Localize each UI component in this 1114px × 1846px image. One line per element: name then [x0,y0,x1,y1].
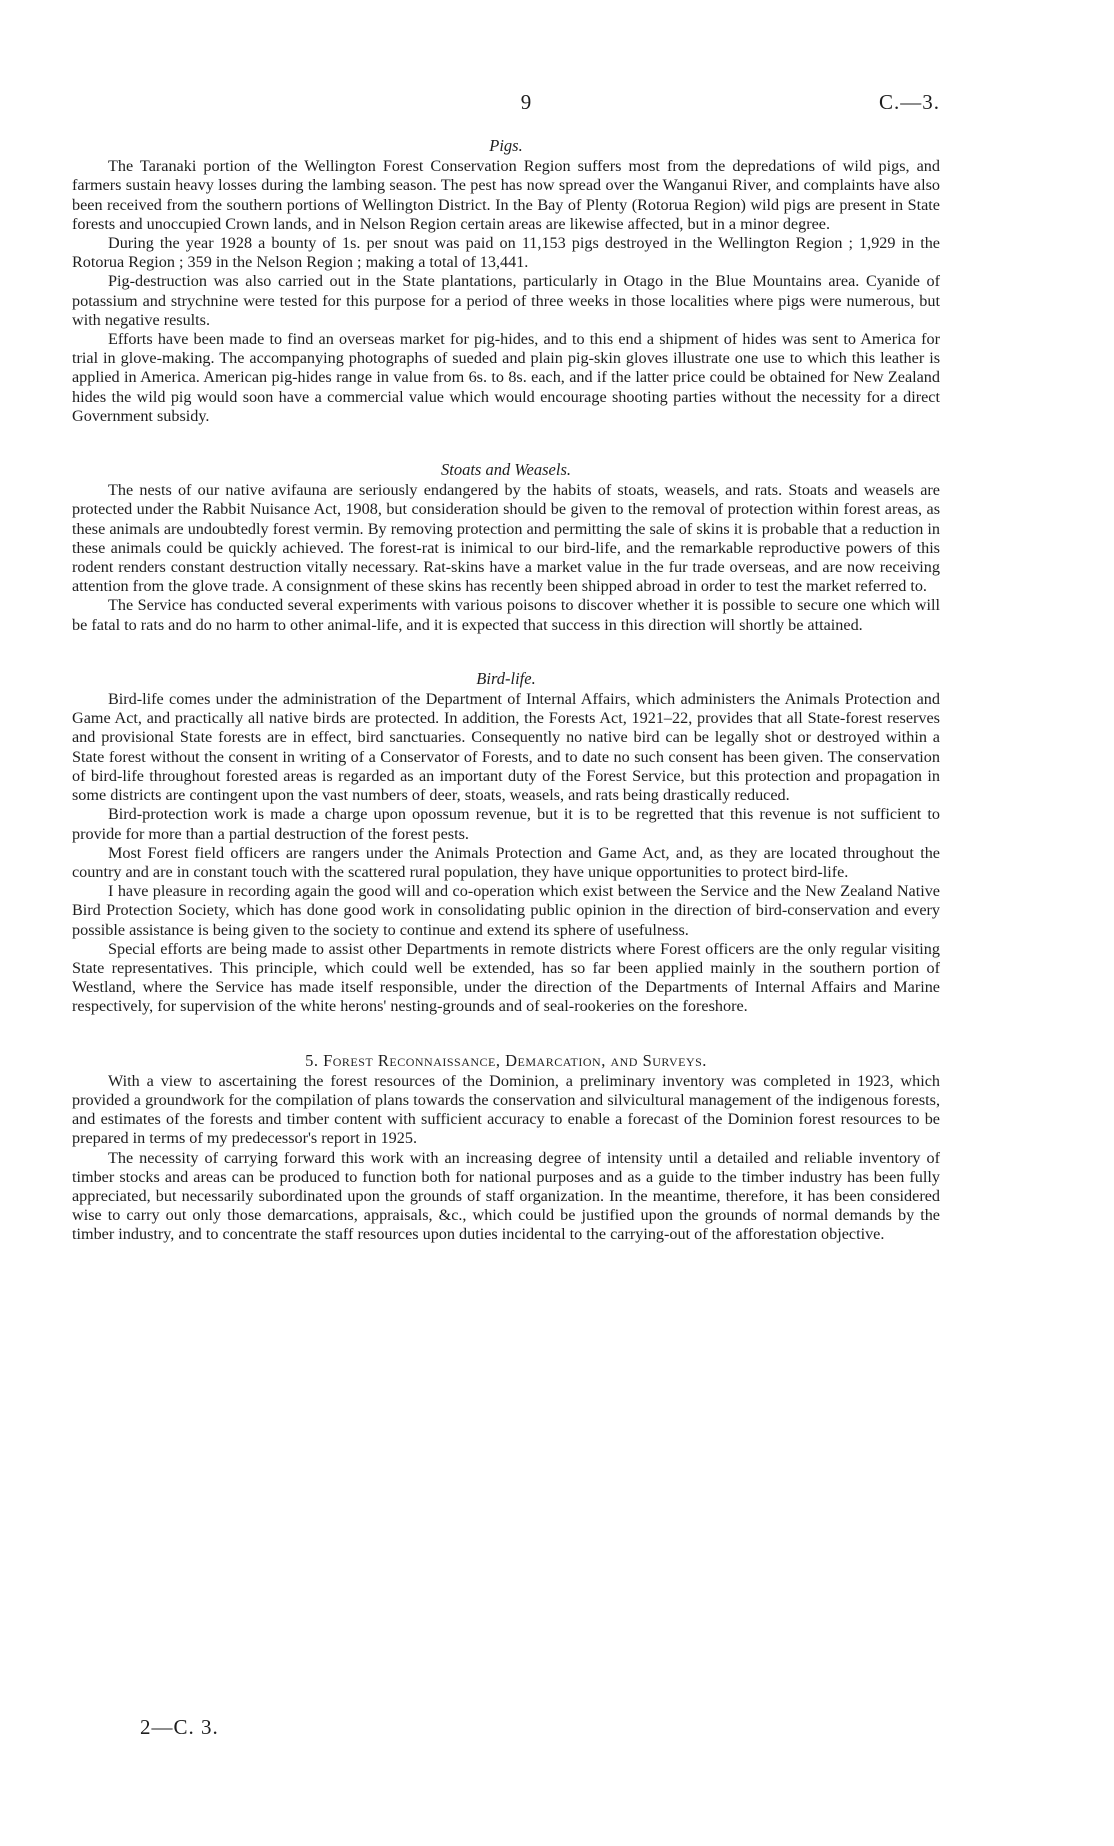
report-reference: C.—3. [878,90,940,114]
section-heading: Bird-life. [476,668,536,688]
section-heading: 5. Forest Reconnaissance, Demarcation, and Surveys. [305,1050,707,1070]
paragraph: The necessity of carrying forward this work with an increasing degree of intensity until a detailed and reliable inventory of timber stocks and areas can be produced to function both for national purposes and as a guide to the timber industry has been fully appreciated, but necessarily subordinated upon the grounds of staff organization. In the meantime, therefore, it has been considered wise to carry out only those demarcations, appraisals, &c., which could be justified upon the grounds of normal demands by the timber industry, and to concentrate the staff resources upon duties incidental to the carrying-out of the afforestation objective. [72,1148,940,1244]
paragraph: During the year 1928 a bounty of 1s. per snout was paid on 11,153 pigs destroyed in the Wellington Region ; 1,929 in the Rotorua Region ; 359 in the Nelson Region ; making a total of 13,441. [72,234,940,272]
section-pigs [72,136,940,426]
paragraph: Efforts have been made to find an overseas market for pig-hides, and to this end a shipment of hides was sent to America for trial in glove-making. The accompanying photographs of sueded and plain pig-skin gloves illustrate one use to which this leather is applied in America. American pig-hides range in value from 6s. to 8s. each, and if the latter price could be obtained for New Zealand hides the wild pig would soon have a commercial value which would encourage shooting parties without the necessity for a direct Government subsidy. [72,330,940,425]
section-stoats-weasels [72,460,940,635]
paragraph: The nests of our native avifauna are seriously endangered by the habits of stoats, weasels, and rats. Stoats and weasels are protected under the Rabbit Nuisance Act, 1908, but consideration should be given to the removal of protection within forest areas, as these animals are undoubtedly forest vermin. By removing protection and permitting the sale of skins it is probable that a reduction in these animals could be quickly achieved. The forest-rat is inimical to our bird-life, and the remarkable reproductive powers of this rodent renders constant destruction vitally necessary. Rat-skins have a market value in the fur trade overseas, and are now receiving attention from the glove trade. A consignment of these skins has recently been shipped abroad in order to test the market referred to. [72,481,940,596]
paragraph: Special efforts are being made to assist other Departments in remote districts where Forest officers are the only regular visiting State representatives. This principle, which could well be extended, has so far been applied mainly in the southern portion of Westland, where the Service has made itself responsible, under the direction of the Departments of Internal Affairs and Marine respectively, for supervision of the white herons' nesting-grounds and of seal-rookeries on the foreshore. [72,939,940,1016]
document-body [72,136,940,1245]
section-heading: Pigs. [489,136,523,155]
paragraph: The Taranaki portion of the Wellington Forest Conservation Region suffers most from the depredations of wild pigs, and farmers sustain heavy losses during the lambing season. The pest has now spread over the Wanganui River, and complaints have also been received from the southern portions of Wellington District. In the Bay of Plenty (Rotorua Region) wild pigs are present in State forests and unoccupied Crown lands, and in Nelson Region certain areas are likewise affected, but in a minor degree. [72,157,940,233]
paragraph: The Service has conducted several experiments with various poisons to discover whether it is possible to secure one which will be fatal to rats and do no harm to other animal-life, and it is expected that success in this direction will shortly be attained. [72,596,940,634]
page-number: 9 [520,90,532,114]
paragraph: I have pleasure in recording again the good will and co-operation which exist between the Service and the New Zealand Native Bird Protection Society, which has done good work in consolidating public opinion in the direction of bird-conservation and every possible assistance is being given to the society to continue and extend its sphere of usefulness. [72,882,940,939]
paragraph: Pig-destruction was also carried out in the State plantations, particularly in Otago in the Blue Mountains area. Cyanide of potassium and strychnine were tested for this purpose for a period of three weeks in those localities where pigs were numerous, but with negative results. [72,272,940,329]
section-bird-life [72,669,940,1017]
paragraph: Most Forest field officers are rangers under the Animals Protection and Game Act, and, as they are located throughout the country and are in constant touch with the scattered rural population, they have unique opportunities to protect bird-life. [72,843,940,881]
paragraph: Bird-protection work is made a charge upon opossum revenue, but it is to be regretted that this revenue is not sufficient to provide for more than a partial destruction of the forest pests. [72,805,940,843]
section-heading: Stoats and Weasels. [440,460,572,480]
paragraph: Bird-life comes under the administration of the Department of Internal Affairs, which administers the Animals Protection and Game Act, and practically all native birds are protected. In addition, the Forests Act, 1921–22, provides that all State-forest reserves and provisional State forests are in effect, bird sanctuaries. Consequently no native bird can be legally shot or destroyed within a State forest without the consent in writing of a Conservator of Forests, and to date no such consent has been given. The conservation of bird-life throughout forested areas is regarded as an important duty of the Forest Service, but this protection and propagation in some districts are contingent upon the vast numbers of deer, stoats, weasels, and rats being drastically reduced. [72,690,940,805]
paragraph: With a view to ascertaining the forest resources of the Dominion, a preliminary inventory was completed in 1923, which provided a groundwork for the compilation of plans towards the conservation and silvicultural management of the indigenous forests, and estimates of the forests and timber content with sufficient accuracy to enable a forecast of the Dominion forest resources to be prepared in terms of my predecessor's report in 1925. [72,1071,940,1148]
page-header [72,90,940,120]
section-forest-reconnaissance [72,1051,940,1245]
signature-mark: 2—C. 3. [140,1715,219,1739]
